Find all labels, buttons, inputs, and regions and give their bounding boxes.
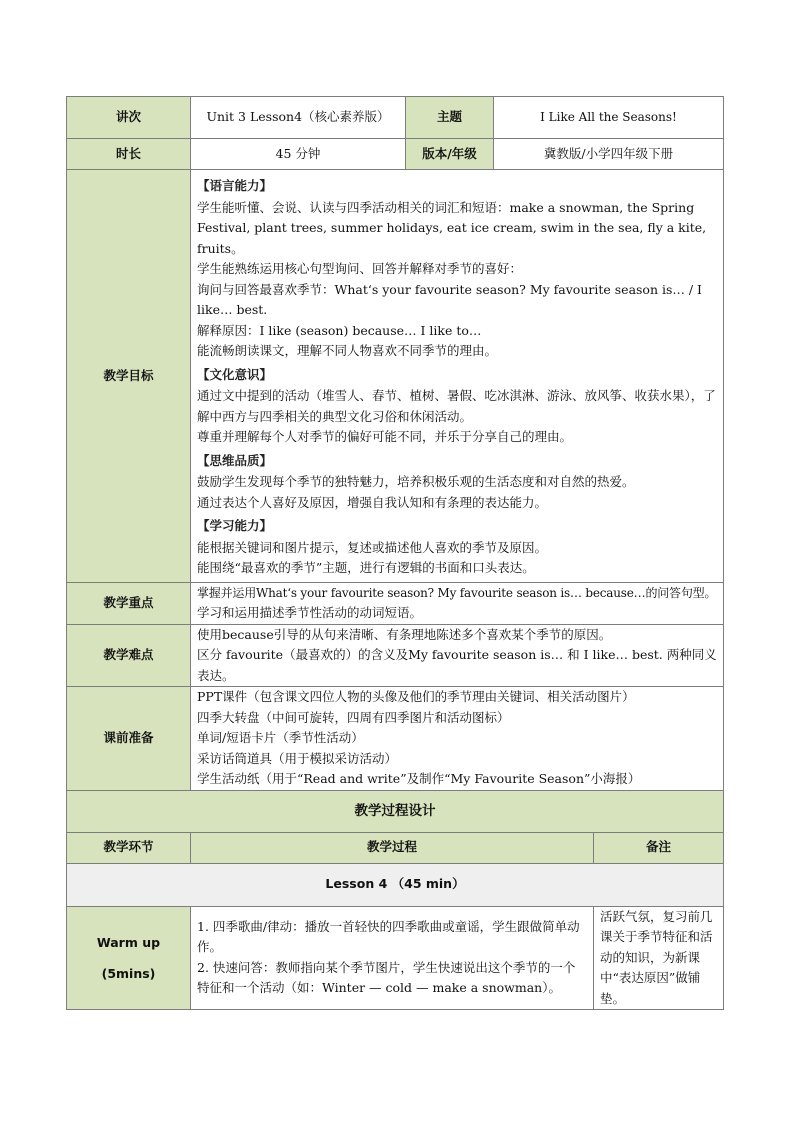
process-title-row (67, 790, 724, 832)
duration-label: 时长 (67, 139, 191, 170)
col-notes-header: 备注 (594, 832, 724, 863)
preparation-line: 采访话筒道具（用于模拟采访活动） (197, 750, 398, 766)
process-step: 1. 四季歌曲/律动：播放一首轻快的四季歌曲或童谣，学生跟做简单动作。 (197, 918, 580, 955)
process-step: 2. 快速问答：教师指向某个季节图片，学生快速说出这个季节的一个特征和一个活动（如：Winter — cold — make a snowman）。 (197, 959, 576, 996)
col-process-header: 教学过程 (191, 832, 594, 863)
goals-section-thinking (197, 451, 717, 514)
key-points-label: 教学重点 (67, 582, 191, 624)
section-title: 【文化意识】 (197, 366, 273, 382)
stage-time: (5mins) (101, 965, 156, 981)
duration-value: 45 分钟 (191, 139, 406, 170)
goal-line: 通过表达个人喜好及原因，增强自我认知和有条理的表达能力。 (197, 494, 548, 510)
goal-line: 学生能熟练运用核心句型询问、回答并解释对季节的喜好： (197, 261, 523, 276)
lesson-title: Lesson 4 （45 min） (67, 863, 724, 906)
section-title: 【语言能力】 (197, 178, 273, 193)
goal-line: 解释原因：I like (season) because… I like to… (197, 322, 482, 338)
goal-line: 能根据关键词和图片提示，复述或描述他人喜欢的季节及原因。 (197, 539, 548, 555)
goal-line: 学生能听懂、会说、认读与四季活动相关的词汇和短语：make a snowman, the Spring Festival, plant trees, summer holidays, eat ice cream, swim in the sea, fly a kite, fruits。 (197, 199, 707, 256)
difficulty-line: 使用because引导的从句来清晰、有条理地陈述多个喜欢某个季节的原因。 (197, 626, 612, 642)
key-point-line: 掌握并运用What‘s your favourite season? My favourite season is… because…的问答句型。 (197, 585, 717, 600)
edition-label: 版本/年级 (406, 139, 494, 170)
lecture-label: 讲次 (67, 97, 191, 139)
key-point-line: 学习和运用描述季节性活动的动词短语。 (197, 605, 423, 620)
key-points-content (191, 582, 724, 624)
preparation-label: 课前准备 (67, 687, 191, 791)
difficulties-row (67, 624, 724, 687)
goal-line: 能围绕“最喜欢的季节”主题，进行有逻辑的书面和口头表达。 (197, 560, 535, 575)
preparation-line: PPT课件（包含课文四位人物的头像及他们的季节理由关键词、相关活动图片） (197, 689, 635, 704)
lesson-title-row (67, 863, 724, 906)
col-stage-header: 教学环节 (67, 832, 191, 863)
edition-value: 冀教版/小学四年级下册 (494, 139, 724, 170)
goal-line: 询问与回答最喜欢季节：What‘s your favourite season? My favourite season is… / I like… best. (197, 281, 702, 317)
theme-value: I Like All the Seasons! (494, 97, 724, 139)
preparation-line: 四季大转盘（中间可旋转，四周有四季图片和活动图标） (197, 709, 510, 725)
goals-content (191, 170, 724, 583)
goal-line: 尊重并理解每个人对季节的偏好可能不同，并乐于分享自己的理由。 (197, 429, 573, 444)
stage-cell (67, 906, 191, 1010)
lecture-value: Unit 3 Lesson4（核心素养版） (191, 97, 406, 139)
preparation-line: 单词/短语卡片（季节性活动） (197, 730, 364, 745)
header-row-1 (67, 97, 724, 139)
process-row-warmup (67, 906, 724, 1010)
process-title: 教学过程设计 (67, 790, 724, 832)
theme-label: 主题 (406, 97, 494, 139)
goal-line: 通过文中提到的活动（堆雪人、春节、植树、暑假、吃冰淇淋、游泳、放风筝、收获水果），了解中西方与四季相关的典型文化习俗和休闲活动。 (197, 388, 716, 424)
lesson-plan-table (66, 96, 724, 1010)
section-title: 【思维品质】 (197, 452, 273, 468)
difficulty-line: 区分 favourite（最喜欢的）的含义及My favourite season is… 和 I like… best. 两种同义表达。 (197, 647, 717, 683)
header-row-2 (67, 139, 724, 170)
difficulties-content (191, 624, 724, 687)
process-notes: 活跃气氛，复习前几课关于季节特征和活动的知识，为新课中“表达原因”做铺垫。 (594, 906, 724, 1010)
goals-label: 教学目标 (67, 170, 191, 583)
preparation-content (191, 687, 724, 791)
process-steps (191, 906, 594, 1010)
difficulties-label: 教学难点 (67, 624, 191, 687)
stage-name: Warm up (96, 934, 161, 950)
preparation-line: 学生活动纸（用于“Read and write”及制作“My Favourite Season”小海报） (197, 771, 641, 786)
section-title: 【学习能力】 (197, 518, 273, 533)
goal-line: 能流畅朗读课文，理解不同人物喜欢不同季节的理由。 (197, 343, 498, 358)
goals-section-language (197, 176, 717, 362)
key-points-row (67, 582, 724, 624)
process-header-row (67, 832, 724, 863)
goals-section-learning (197, 516, 717, 579)
preparation-row (67, 687, 724, 791)
goals-section-culture (197, 365, 717, 448)
goals-row (67, 170, 724, 583)
goal-line: 鼓励学生发现每个季节的独特魅力，培养积极乐观的生活态度和对自然的热爱。 (197, 474, 635, 489)
